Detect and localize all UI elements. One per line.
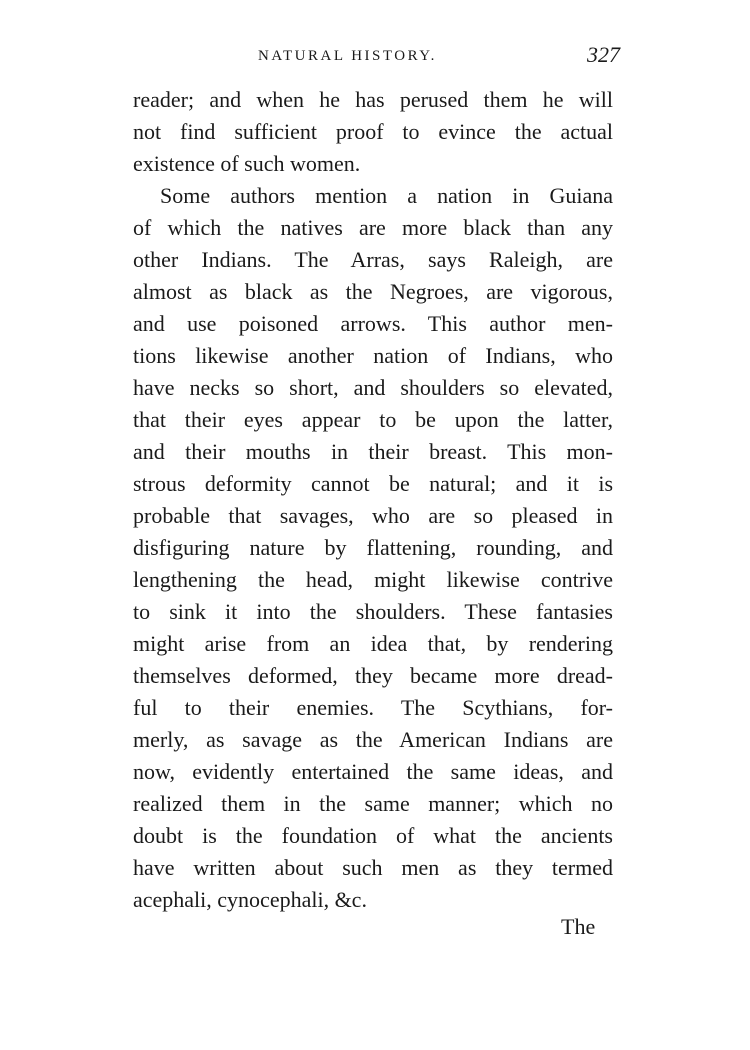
text-line: of which the natives are more black than any: [133, 215, 613, 240]
text-line: themselves deformed, they became more dread-: [133, 663, 613, 688]
text-line: tions likewise another nation of Indians, who: [133, 343, 613, 368]
text-line: existence of such women.: [133, 151, 361, 176]
text-line: probable that savages, who are so pleased in: [133, 503, 613, 528]
text-line: now, evidently entertained the same ideas, and: [133, 759, 613, 784]
catchword: The: [561, 914, 596, 939]
text-line: disfiguring nature by flattening, rounding, and: [133, 535, 613, 560]
text-line: lengthening the head, might likewise contrive: [133, 567, 613, 592]
text-line: and their mouths in their breast. This mon-: [133, 439, 613, 464]
page-number: 327: [587, 42, 620, 67]
text-line: Some authors mention a nation in Guiana: [160, 183, 613, 208]
text-line: acephali, cynocephali, &c.: [133, 887, 367, 912]
text-line: reader; and when he has perused them he will: [133, 87, 613, 112]
text-line: that their eyes appear to be upon the latter,: [133, 407, 613, 432]
text-line: realized them in the same manner; which no: [133, 791, 613, 816]
text-line: other Indians. The Arras, says Raleigh, are: [133, 247, 613, 272]
running-head: NATURAL HISTORY.: [258, 48, 437, 64]
text-line: not find sufficient proof to evince the actual: [133, 119, 613, 144]
text-line: have necks so short, and shoulders so elevated,: [133, 375, 613, 400]
text-line: to sink it into the shoulders. These fantasies: [133, 599, 613, 624]
text-line: might arise from an idea that, by rendering: [133, 631, 613, 656]
text-line: almost as black as the Negroes, are vigorous,: [133, 279, 613, 304]
text-line: doubt is the foundation of what the ancients: [133, 823, 613, 848]
text-line: merly, as savage as the American Indians are: [133, 727, 613, 752]
text-line: have written about such men as they termed: [133, 855, 613, 880]
text-line: and use poisoned arrows. This author men-: [133, 311, 613, 336]
text-line: strous deformity cannot be natural; and it is: [133, 471, 613, 496]
text-line: ful to their enemies. The Scythians, for-: [133, 695, 613, 720]
